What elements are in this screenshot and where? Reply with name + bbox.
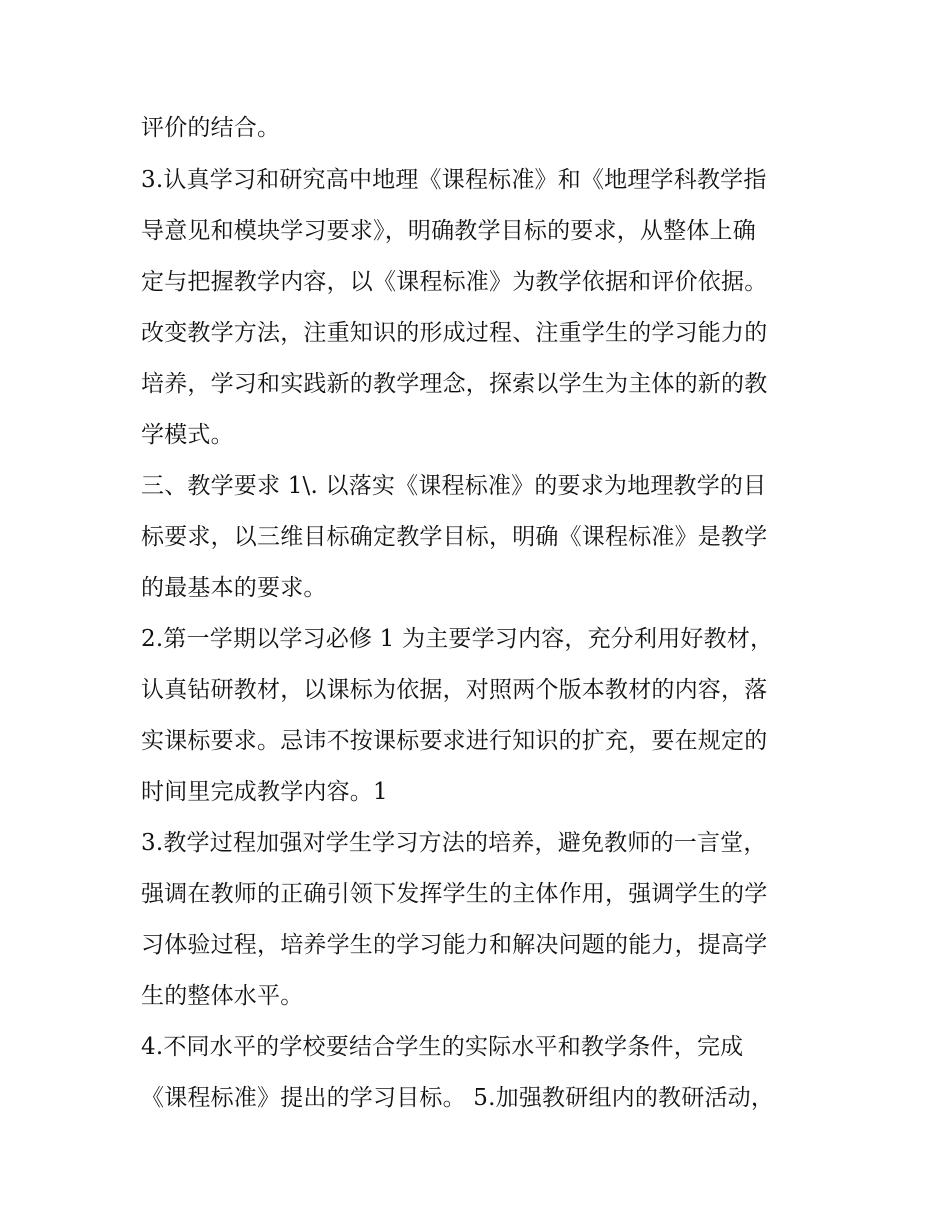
text-line-5: 改变教学方法，注重知识的形成过程、注重学生的学习能力的 bbox=[141, 320, 768, 346]
text-line-19: 4.不同水平的学校要结合学生的实际水平和教学条件，完成 bbox=[141, 1034, 744, 1060]
text-line-17: 习体验过程，培养学生的学习能力和解决问题的能力，提高学 bbox=[141, 932, 768, 958]
text-line-15: 3.教学过程加强对学生学习方法的培养，避免教师的一言堂， bbox=[141, 830, 767, 856]
text-line-13: 实课标要求。忌讳不按课标要求进行知识的扩充，要在规定的 bbox=[141, 728, 768, 754]
text-line-11: 2.第一学期以学习必修 1 为主要学习内容，充分利用好教材， bbox=[141, 626, 774, 652]
text-line-20: 《课程标准》提出的学习目标。 5.加强教研组内的教研活动， bbox=[141, 1085, 775, 1111]
text-line-16: 强调在教师的正确引领下发挥学生的主体作用，强调学生的学 bbox=[141, 881, 768, 907]
text-line-1: 评价的结合。 bbox=[141, 115, 281, 141]
text-line-12: 认真钻研教材，以课标为依据，对照两个版本教材的内容，落 bbox=[141, 677, 768, 703]
text-line-2: 3.认真学习和研究高中地理《课程标准》和《地理学科教学指 bbox=[141, 167, 767, 193]
text-line-14: 时间里完成教学内容。1 bbox=[141, 779, 388, 805]
text-line-10: 的最基本的要求。 bbox=[141, 575, 327, 601]
text-line-4: 定与把握教学内容，以《课程标准》为教学依据和评价依据。 bbox=[141, 269, 768, 295]
text-line-6: 培养，学习和实践新的教学理念，探索以学生为主体的新的教 bbox=[141, 371, 768, 397]
text-line-7: 学模式。 bbox=[141, 422, 234, 448]
text-line-8: 三、教学要求 1\. 以落实《课程标准》的要求为地理教学的目 bbox=[141, 473, 767, 499]
text-line-18: 生的整体水平。 bbox=[141, 983, 304, 1009]
text-line-9: 标要求，以三维目标确定教学目标，明确《课程标准》是教学 bbox=[141, 524, 768, 550]
text-line-3: 导意见和模块学习要求》，明确教学目标的要求，从整体上确 bbox=[141, 218, 756, 244]
